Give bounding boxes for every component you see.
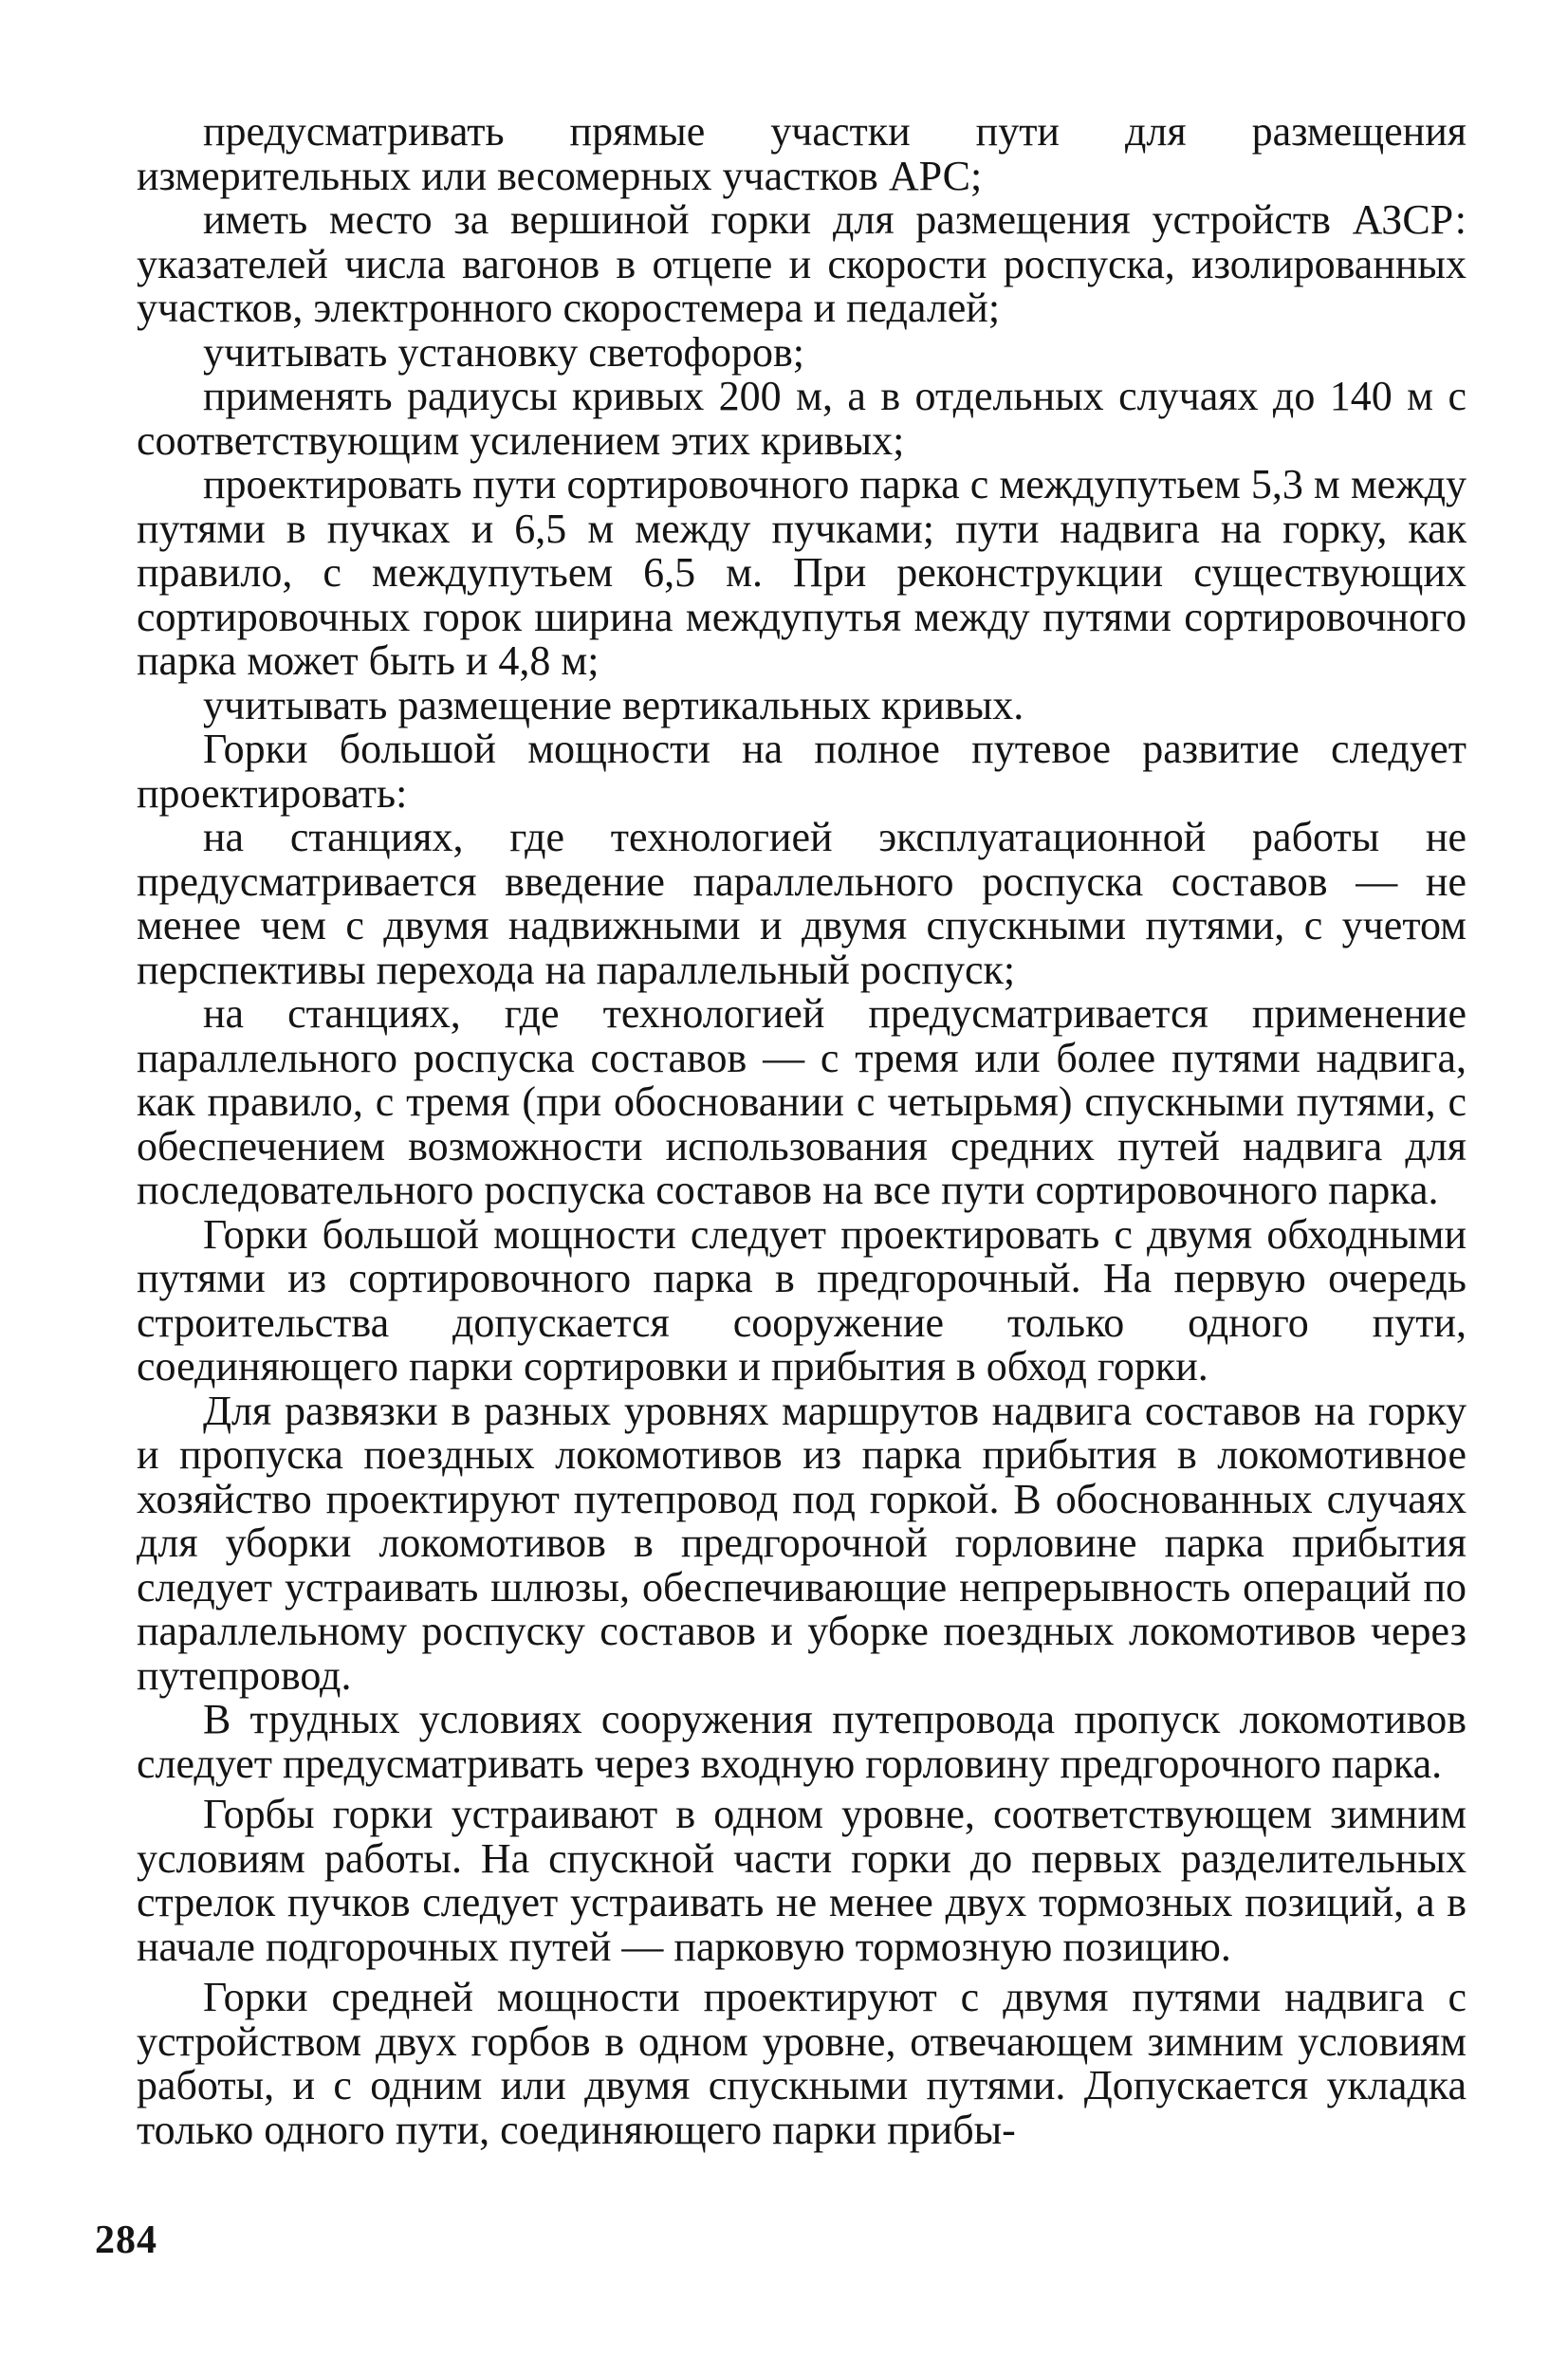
body-text [137,110,1467,2152]
paragraph-large-hump-intro: Горки большой мощности на полное путевое развитие следует проектировать: [137,726,1467,817]
paragraph-hump-crests: Горбы горки устраивают в одном уровне, соответствующем зимним условиям работы. На спускной части горки до первых разделительных стрелок пучков следует устраивать не менее двух тормозных позиций, а в начале подгорочных путей — парковую тормозную позицию. [137,1791,1467,1970]
paragraph-list-item-2: иметь место за вершиной горки для размещения устройств АЗСР: указателей числа вагонов в отцепе и скорости роспуска, изолированных участков, электронного скоростемера и педалей; [137,196,1467,331]
paragraph-overpass: Для развязки в разных уровнях маршрутов надвига составов на горку и пропуска поездных локомотивов из парка прибытия в локомотивное хозяйство проектируют путепровод под горкой. В обоснованных случаях для уборки локомотивов в предгорочной горловине парка прибытия следует устраивать шлюзы, обеспечивающие непрерывность операций по параллельному роспуску составов и уборке поездных локомотивов через путепровод. [137,1387,1467,1699]
paragraph-bypass-tracks: Горки большой мощности следует проектировать с двумя обходными путями из сортировочного парка в предгорочный. На первую очередь строительства допускается сооружение только одного пути, соединяющего парки сортировки и прибытия в обход горки. [137,1210,1467,1390]
paragraph-list-item-1: предусматривать прямые участки пути для размещения измерительных или весомерных участков АРС; [137,108,1467,199]
paragraph-list-item-4: применять радиусы кривых 200 м, а в отдельных случаях до 140 м с соответствующим усилением этих кривых; [137,373,1467,464]
paragraph-list-item-6: учитывать размещение вертикальных кривых. [203,681,1024,728]
paragraph-difficult-conditions: В трудных условиях сооружения путепровода пропуск локомотивов следует предусматривать через входную горловину предгорочного парка. [137,1696,1467,1787]
paragraph-medium-humps: Горки средней мощности проектируют с двумя путями надвига с устройством двух горбов в одном уровне, отвечающем зимним условиям работы, и с одним или двумя спускными путями. Допускается укладка только одного пути, соединяющего парки прибы- [137,1974,1467,2153]
paragraph-list-item-3: учитывать установку светофоров; [203,328,804,376]
page-number: 284 [95,2219,157,2262]
paragraph-parallel-humping: на станциях, где технологией предусматривается применение параллельного роспуска составов — с тремя или более путями надвига, как правило, с тремя (при обосновании с четырьмя) спускными путями, с обеспечением возможности использования средних путей надвига для последовательного роспуска составов на все пути сортировочного парка. [137,990,1467,1213]
paragraph-no-parallel-humping: на станциях, где технологией эксплуатационной работы не предусматривается введение параллельного роспуска составов — не менее чем с двумя надвижными и двумя спускными путями, с учетом перспективы перехода на параллельный роспуск; [137,814,1467,993]
paragraph-list-item-5: проектировать пути сортировочного парка с междупутьем 5,3 м между путями в пучках и 6,5 м между пучками; пути надвига на горку, как правило, с междупутьем 6,5 м. При реконструкции существующих сортировочных горок ширина междупутья между путями сортировочного парка может быть и 4,8 м; [137,461,1467,684]
